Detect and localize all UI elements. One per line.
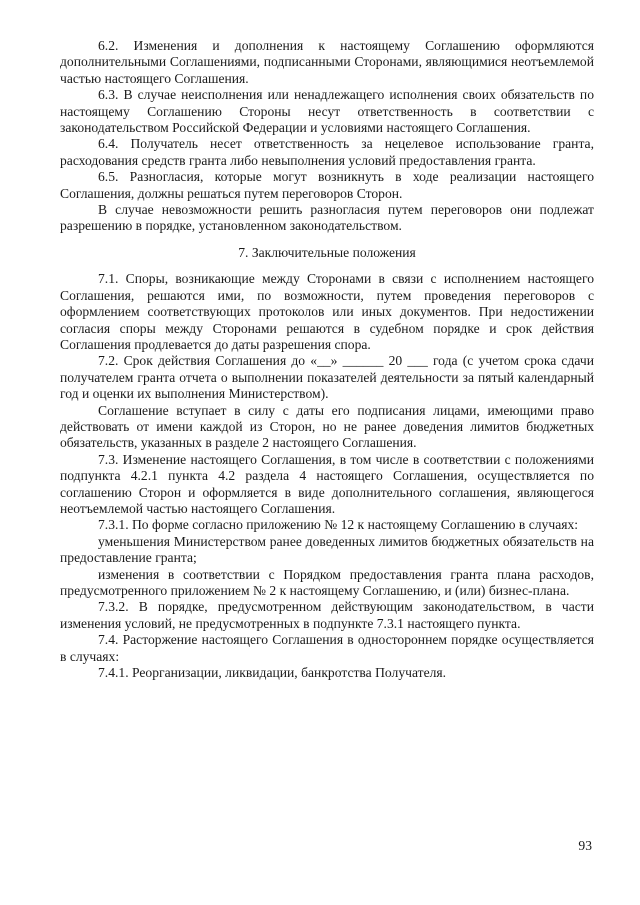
paragraph-7-3: 7.3. Изменение настоящего Соглашения, в том числе в соответствии с положениями подпункта 4.2.1 пункта 4.2 раздела 4 настоящего Соглашения, осуществляется по соглашению Сторон и оформляется в виде дополнительного соглашения, являющегося неотъемлемой частью настоящего Соглашения. (60, 451, 594, 516)
paragraph-6-4: 6.4. Получатель несет ответственность за нецелевое использование гранта, расходования средств гранта либо невыполнения условий предоставления гранта. (60, 136, 594, 168)
paragraph-7-4: 7.4. Расторжение настоящего Соглашения в одностороннем порядке осуществляется в случаях: (60, 632, 594, 664)
paragraph-6-3: 6.3. В случае неисполнения или ненадлежащего исполнения своих обязательств по настоящему Соглашению Стороны несут ответственность в соответствии с законодательством Российской Федерации и условиями настоящего Соглашения. (60, 87, 594, 136)
paragraph-6-2: 6.2. Изменения и дополнения к настоящему Соглашению оформляются дополнительными Соглашениями, подписанными Сторонами, являющимися неотъемлемой частью настоящего Соглашения. (60, 38, 594, 86)
document-page (60, 38, 594, 681)
page-number: 93 (578, 838, 592, 853)
paragraph-6-5-continued: В случае невозможности решить разногласия путем переговоров они подлежат разрешению в порядке, установленном законодательством. (60, 202, 594, 234)
paragraph-7-2-entry-into-force: Соглашение вступает в силу с даты его подписания лицами, имеющими право действовать от имени каждой из Сторон, но не ранее доведения лимитов бюджетных обязательств, указанных в разделе 2 настоящего Соглашения. (60, 402, 594, 451)
section-heading: 7. Заключительные положения (238, 244, 416, 260)
paragraph-7-1: 7.1. Споры, возникающие между Сторонами в связи с исполнением настоящего Соглашения, решаются ими, по возможности, путем проведения переговоров с оформлением соответствующих протоколов или иных документов. При недостижении согласия споры между Сторонами решаются в судебном порядке и срок действия Соглашения продлевается до даты разрешения спора. (60, 271, 594, 352)
paragraph-7-3-2: 7.3.2. В порядке, предусмотренном действующим законодательством, в части изменения условий, не предусмотренных в подпункте 7.3.1 настоящего пункта. (60, 599, 594, 631)
paragraph-7-4-1: 7.4.1. Реорганизации, ликвидации, банкротства Получателя. (98, 665, 447, 681)
paragraph-7-3-1: 7.3.1. По форме согласно приложению № 12 к настоящему Соглашению в случаях: (98, 517, 579, 533)
paragraph-7-3-1-case-a: уменьшения Министерством ранее доведенных лимитов бюджетных обязательств на предоставление гранта; (60, 533, 594, 566)
paragraph-6-5: 6.5. Разногласия, которые могут возникнуть в ходе реализации настоящего Соглашения, должны решаться путем переговоров Сторон. (60, 169, 594, 201)
paragraph-7-3-1-case-b: изменения в соответствии с Порядком предоставления гранта плана расходов, предусмотренного приложением № 2 к настоящему Соглашению, и (или) бизнес-плана. (60, 566, 594, 598)
paragraph-7-2: 7.2. Срок действия Соглашения до «__» ______ 20 ___ года (с учетом срока сдачи получателем гранта отчета о выполнении показателей деятельности за пятый календарный год и оценки их выполнения Министерством). (60, 353, 594, 402)
